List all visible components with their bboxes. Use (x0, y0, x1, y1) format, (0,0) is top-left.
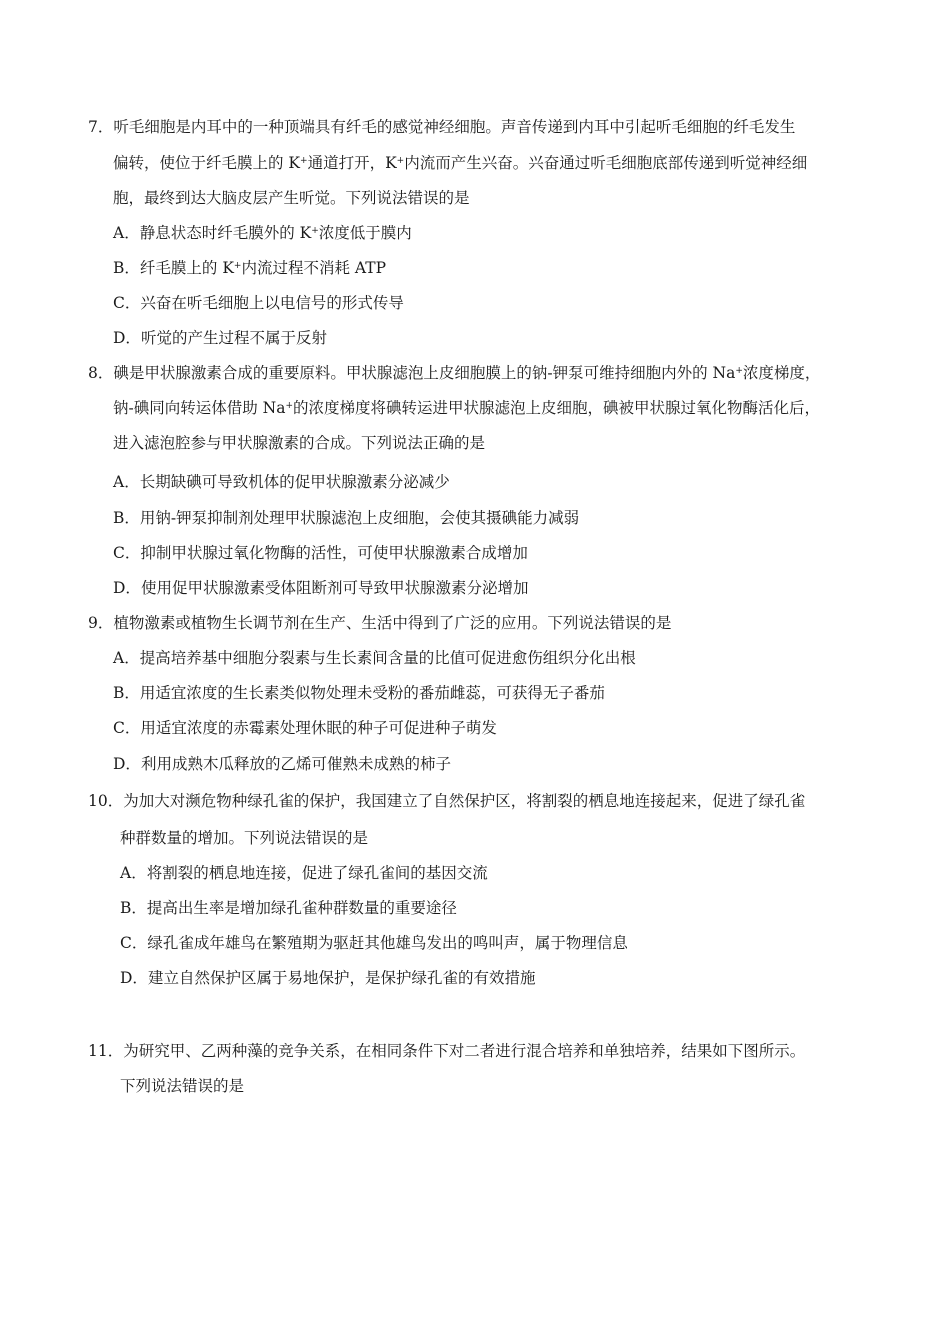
question-10-stem-line-2: 种群数量的增加。下列说法错误的是 (120, 829, 369, 847)
question-8-option-c: C．抑制甲状腺过氧化物酶的活性，可使甲状腺激素合成增加 (113, 544, 528, 562)
question-11-number: 11． (88, 1042, 124, 1060)
question-8-number: 8． (88, 364, 114, 382)
question-7-option-c: C．兴奋在听毛细胞上以电信号的形式传导 (113, 294, 404, 312)
question-11-stem-line-2: 下列说法错误的是 (120, 1077, 245, 1095)
question-9-option-b: B．用适宜浓度的生长素类似物处理未受粉的番茄雌蕊，可获得无子番茄 (113, 684, 605, 702)
question-9-stem-line-1: 9．植物激素或植物生长调节剂在生产、生活中得到了广泛的应用。下列说法错误的是 (88, 614, 672, 632)
question-10-number: 10． (88, 792, 124, 810)
question-8-stem-line-1: 8．碘是甲状腺激素合成的重要原料。甲状腺滤泡上皮细胞膜上的钠-钾泵可维持细胞内外的 Na+浓度梯度， (88, 364, 821, 382)
question-10-option-d: D．建立自然保护区属于易地保护，是保护绿孔雀的有效措施 (120, 969, 536, 987)
question-9-option-d: D．利用成熟木瓜释放的乙烯可催熟未成熟的柿子 (113, 755, 451, 773)
question-7-stem-line-1: 7．听毛细胞是内耳中的一种顶端具有纤毛的感觉神经细胞。声音传递到内耳中引起听毛细胞的纤毛发生 (88, 118, 796, 136)
question-9-option-c: C．用适宜浓度的赤霉素处理休眠的种子可促进种子萌发 (113, 719, 497, 737)
question-8-option-a: A．长期缺碘可导致机体的促甲状腺激素分泌减少 (113, 473, 450, 491)
question-8-stem-line-2: 钠-碘同向转运体借助 Na+的浓度梯度将碘转运进甲状腺滤泡上皮细胞，碘被甲状腺过氧化物酶活化后， (113, 399, 821, 417)
question-8-option-d: D．使用促甲状腺激素受体阻断剂可导致甲状腺激素分泌增加 (113, 579, 529, 597)
question-7-option-b: B．纤毛膜上的 K+内流过程不消耗 ATP (113, 259, 386, 277)
question-7-stem-line-2: 偏转，使位于纤毛膜上的 K+通道打开，K+内流而产生兴奋。兴奋通过听毛细胞底部传递到听觉神经细 (113, 154, 808, 172)
question-7-stem-line-3: 胞，最终到达大脑皮层产生听觉。下列说法错误的是 (113, 189, 470, 207)
question-11-stem-line-1: 11．为研究甲、乙两种藻的竞争关系，在相同条件下对二者进行混合培养和单独培养，结果如下图所示。 (88, 1042, 806, 1060)
question-8-stem-line-3: 进入滤泡腔参与甲状腺激素的合成。下列说法正确的是 (113, 434, 486, 452)
question-10-option-b: B．提高出生率是增加绿孔雀种群数量的重要途径 (120, 899, 457, 917)
question-10-option-a: A．将割裂的栖息地连接，促进了绿孔雀间的基因交流 (120, 864, 488, 882)
question-9-option-a: A．提高培养基中细胞分裂素与生长素间含量的比值可促进愈伤组织分化出根 (113, 649, 636, 667)
question-7-option-d: D．听觉的产生过程不属于反射 (113, 329, 327, 347)
question-8-option-b: B．用钠-钾泵抑制剂处理甲状腺滤泡上皮细胞，会使其摄碘能力减弱 (113, 509, 580, 527)
question-7-number: 7． (88, 118, 114, 136)
question-10-option-c: C．绿孔雀成年雄鸟在繁殖期为驱赶其他雄鸟发出的鸣叫声，属于物理信息 (120, 934, 628, 952)
question-7-option-a: A．静息状态时纤毛膜外的 K+浓度低于膜内 (113, 224, 412, 242)
question-10-stem-line-1: 10．为加大对濒危物种绿孔雀的保护，我国建立了自然保护区，将割裂的栖息地连接起来，促进了绿孔雀 (88, 792, 806, 810)
question-9-number: 9． (88, 614, 114, 632)
